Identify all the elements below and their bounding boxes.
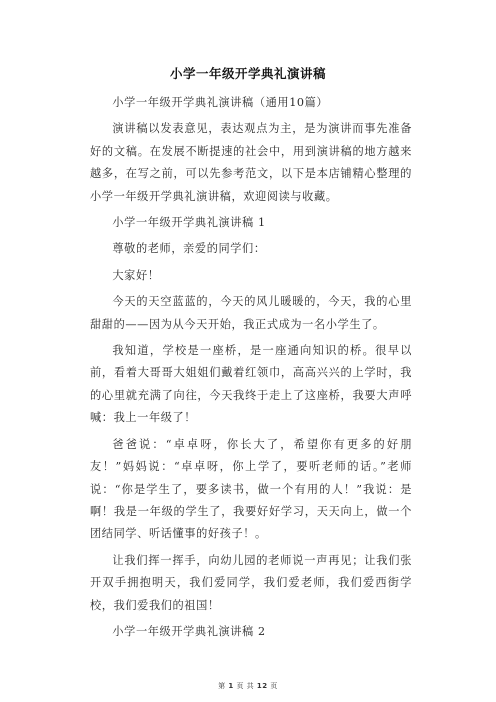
footer-suffix: 页 bbox=[270, 682, 278, 690]
document-body bbox=[90, 92, 412, 647]
subtitle-paragraph: 小学一年级开学典礼演讲稿（通用10篇） bbox=[112, 96, 329, 109]
body-paragraph: 我知道，学校是一座桥，是一座通向知识的桥。很早以前，看着大哥哥大姐姐们戴着红领巾，高高兴兴的上学时，我的心里就充满了向往，今天我终于走上了这座桥，我要大声呼喊：我上一年级了！ bbox=[90, 344, 412, 425]
section-heading-2: 小学一年级开学典礼演讲稿 2 bbox=[112, 624, 266, 638]
total-page-count: 12 bbox=[256, 682, 268, 690]
page-footer bbox=[0, 681, 496, 691]
current-page-number: 1 bbox=[228, 682, 234, 690]
intro-paragraph: 演讲稿以发表意见，表达观点为主，是为演讲而事先准备好的文稿。在发展不断提速的社会中，用到演讲稿的地方越来越多，在写之前，可以先参考范文，以下是本店铺精心整理的小学一年级开学典礼演讲稿，欢迎阅读与收藏。 bbox=[90, 122, 412, 203]
section-heading-1: 小学一年级开学典礼演讲稿 1 bbox=[112, 216, 266, 230]
salutation-paragraph: 尊敬的老师，亲爱的同学们： bbox=[112, 242, 266, 256]
footer-prefix: 第 bbox=[218, 682, 226, 690]
body-paragraph: 今天的天空蓝蓝的，今天的风儿暖暖的，今天，我的心里甜甜的——因为从今天开始，我正式成为一名小学生了。 bbox=[90, 295, 412, 331]
document-title: 小学一年级开学典礼演讲稿 bbox=[169, 66, 326, 81]
body-paragraph: 爸爸说：“卓卓呀，你长大了，希望你有更多的好朋友！”妈妈说：“卓卓呀，你上学了，要听老师的话。”老师说：“你是学生了，要多读书，做一个有用的人！”我说：是啊！我是一年级的学生了，我要好好学习，天天向上，做一个团结同学、听话懂事的好孩子！。 bbox=[90, 437, 412, 541]
greeting-paragraph: 大家好！ bbox=[112, 268, 160, 282]
footer-middle: 页 共 bbox=[236, 682, 255, 690]
body-paragraph: 让我们挥一挥手，向幼儿园的老师说一声再见；让我们张开双手拥抱明天，我们爱同学，我们爱老师，我们爱西街学校，我们爱我们的祖国！ bbox=[90, 553, 412, 612]
